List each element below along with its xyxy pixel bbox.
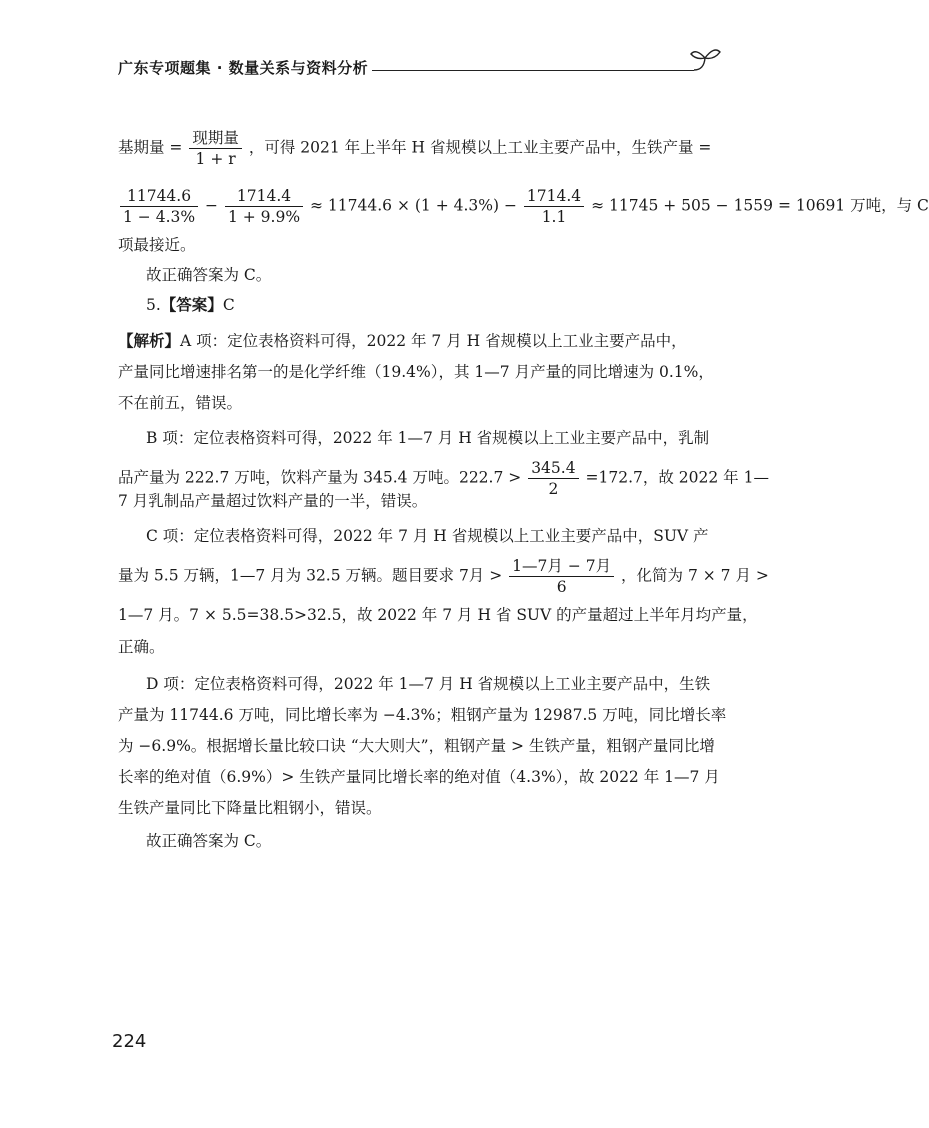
sprout-icon [688,44,722,74]
analysis-b2: 品产量为 222.7 万吨，饮料产量为 345.4 万吨。222.7 > $\frac{345.4}{2}$ =172.7，故 2022 年 1— [118,459,769,498]
analysis-c1: C 项：定位表格资料可得，2022 年 7 月 H 省规模以上工业主要产品中，SUV 产 [146,527,709,545]
final-answer: 故正确答案为 C。 [146,832,272,850]
analysis-a3: 不在前五，错误。 [118,394,243,412]
running-header-title: 广东专项题集 · 数量关系与资料分析 [118,59,369,77]
fraction: $\frac{11744.6}{1 - 4.3\%}$ [120,186,198,227]
analysis-d5: 生铁产量同比下降量比粗钢小，错误。 [118,799,382,817]
analysis-c3: 1—7 月。7 × 5.5=38.5>32.5，故 2022 年 7 月 H 省 SUV 的产量超过上半年月均产量， [118,606,758,624]
analysis-a2: 产量同比增速排名第一的是化学纤维（19.4%），其 1—7 月产量的同比增速为 0.1%， [118,363,714,381]
formula-line-2: $\frac{11744.6}{1 - 4.3\%}$ − $\frac{1714.4}{1 + 9.9\%}$ ≈ 11744.6 × (1 + 4.3%) − $\frac{1714.4}{1.1}$ ≈ 11745 + 505 − 1559 = 10691 万吨，与 C [118,186,718,227]
fraction: $\frac{\text{现期量}}{1 + r}$ [189,128,242,169]
analysis-d4: 长率的绝对值（6.9%）> 生铁产量同比增长率的绝对值（4.3%），故 2022 年 1—7 月 [118,768,720,786]
page-number: 224 [112,1031,147,1052]
fraction: $\frac{1714.4}{1.1}$ [524,186,584,227]
fraction: $\frac{\text{1—7月 − 7月}}{6}$ [509,556,614,597]
analysis-b1: B 项：定位表格资料可得，2022 年 1—7 月 H 省规模以上工业主要产品中，乳制 [146,429,710,447]
analysis-a1: 【解析】A 项：定位表格资料可得，2022 年 7 月 H 省规模以上工业主要产品中， [118,332,687,350]
formula-line-1: 基期量 = $\frac{\text{现期量}}{1 + r}$ ，可得 2021 年上半年 H 省规模以上工业主要产品中，生铁产量 = [118,129,712,168]
header-rule [372,70,694,71]
fraction: $\frac{1714.4}{1 + 9.9\%}$ [225,186,303,227]
question-5-answer: 5.【答案】C [146,296,235,314]
analysis-b3: 7 月乳制品产量超过饮料产量的一半，错误。 [118,492,428,510]
formula-lhs: 基期量 = [118,138,183,157]
fraction: $\frac{345.4}{2}$ [528,458,578,499]
paragraph-line: 项最接近。 [118,236,196,254]
analysis-c4: 正确。 [118,638,165,656]
analysis-c2: 量为 5.5 万辆，1—7 月为 32.5 万辆。题目要求 7月 > $\frac{\text{1—7月 − 7月}}{6}$ ，化简为 7 × 7 月 > [118,557,769,596]
analysis-d3: 为 −6.9%。根据增长量比较口诀 “大大则大”，粗钢产量 > 生铁产量，粗钢产量同比增 [118,737,715,755]
answer-line: 故正确答案为 C。 [146,266,272,284]
analysis-d1: D 项：定位表格资料可得，2022 年 1—7 月 H 省规模以上工业主要产品中，生铁 [146,675,711,693]
analysis-d2: 产量为 11744.6 万吨，同比增长率为 −4.3%；粗钢产量为 12987.5 万吨，同比增长率 [118,706,727,724]
